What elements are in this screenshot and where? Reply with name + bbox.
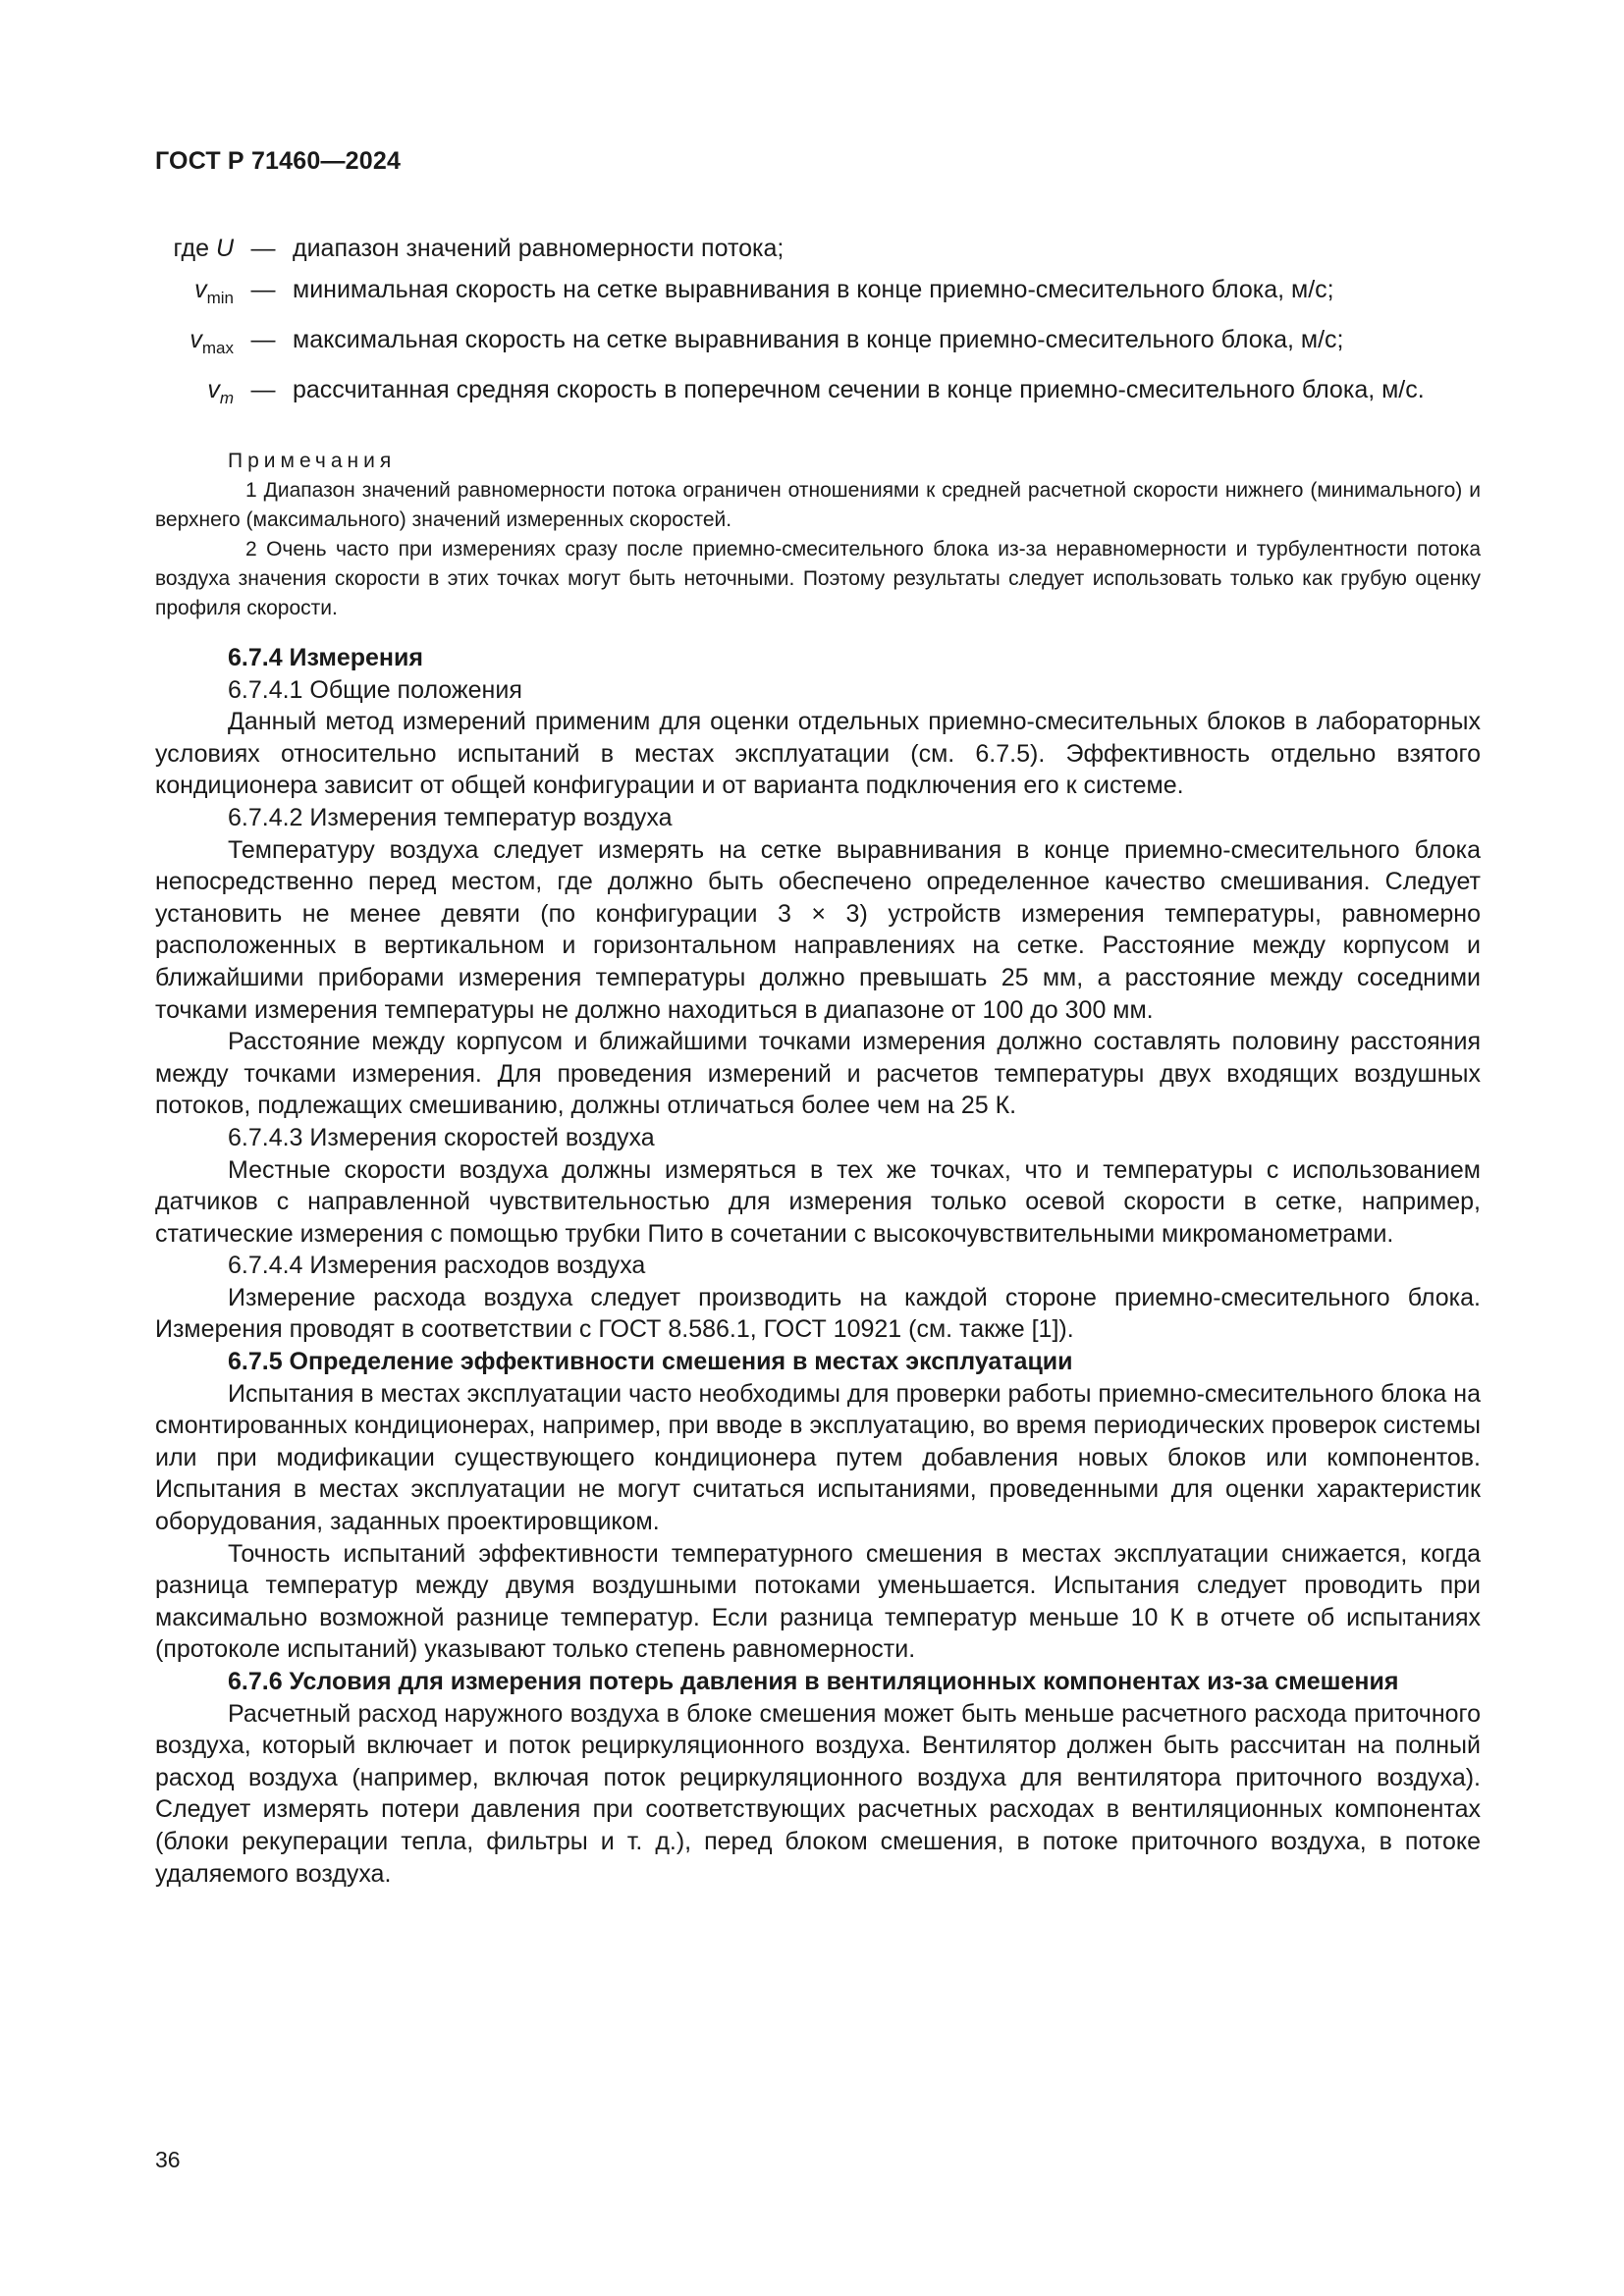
definition-symbol: [155, 324, 234, 364]
symbol-letter: v: [189, 326, 202, 353]
section-heading: 6.7.4 Измерения: [228, 644, 423, 671]
paragraph: Расстояние между корпусом и ближайшими точками измерения должно составлять половину расстояния между точками измерения. Для проведения измерений и расчетов температуры двух входящих воздушных потоков, подлежащих смешиванию, должны отличаться более чем на 25 К.: [155, 1028, 1481, 1120]
subsection-heading: 6.7.4.3 Измерения скоростей воздуха: [228, 1123, 655, 1151]
subsection-heading: 6.7.4.4 Измерения расходов воздуха: [228, 1252, 646, 1280]
subsection-heading: 6.7.4.1 Общие положения: [228, 675, 522, 704]
definition-dash: —: [250, 376, 276, 403]
section-heading: 6.7.5 Определение эффективности смешения в местах эксплуатации: [228, 1348, 1073, 1376]
subsection-heading: 6.7.4.2 Измерения температур воздуха: [228, 803, 673, 831]
page-header: ГОСТ Р 71460—2024: [155, 147, 402, 175]
paragraph: Измерение расхода воздуха следует производить на каждой стороне приемно-смесительного блока. Измерения проводят в соответствии с ГОСТ 8.586.1, ГОСТ 10921 (см. также [1]).: [155, 1283, 1481, 1344]
definition-text: рассчитанная средняя скорость в поперечном сечении в конце приемно-смесительного блока, м/с.: [293, 376, 1425, 403]
definition-row: [155, 324, 1481, 364]
note-item: 2 Очень часто при измерениях сразу после приемно-смесительного блока из-за неравномерности и турбулентности потока воздуха значения скорости в этих точках могут быть неточными. Поэтому результаты следует использовать только как грубую оценку профиля скорости.: [155, 538, 1481, 619]
definition-dash: —: [250, 326, 276, 353]
paragraph: Температуру воздуха следует измерять на сетке выравнивания в конце приемно-смесительного блока непосредственно перед местом, где должно быть обеспечено определенное качество смешивания. Следует установить не менее девяти (по конфигурации 3 × 3) устройств измерения температуры, равномерно расположенных в вертикальном и горизонтальном направлениях на сетке. Расстояние между корпусом и ближайшими приборами измерения температуры должно превышать 25 мм, а расстояние между соседними точками измерения температуры не должно находиться в диапазоне от 100 до 300 мм.: [155, 835, 1481, 1024]
symbol-subscript: min: [206, 289, 234, 307]
definition-dash: —: [250, 276, 276, 303]
definition-symbol: [155, 274, 234, 314]
notes-title: Примечания: [228, 450, 397, 472]
symbol-letter: v: [194, 276, 207, 303]
note-item: 1 Диапазон значений равномерности потока ограничен отношениями к средней расчетной скорости нижнего (минимального) и верхнего (максимального) значений измеренных скоростей.: [155, 479, 1481, 531]
definitions-list: [155, 233, 1481, 424]
symbol-subscript: max: [201, 339, 234, 357]
symbol-letter: U: [215, 235, 234, 262]
section-heading: 6.7.6 Условия для измерения потерь давления в вентиляционных компонентах из-за смешения: [228, 1668, 1399, 1695]
body-text: [155, 642, 1481, 1890]
definition-row: [155, 274, 1481, 314]
definition-dash: —: [250, 235, 276, 262]
symbol-letter: v: [207, 376, 220, 403]
paragraph: Точность испытаний эффективности температурного смешения в местах эксплуатации снижается, когда разница температур между двумя воздушными потоками уменьшается. Испытания следует проводить при максимально возможной разнице температур. Если разница температур меньше 10 К в отчете об испытаниях (протоколе испытаний) указывают только степень равномерности.: [155, 1539, 1481, 1664]
paragraph: Местные скорости воздуха должны измеряться в тех же точках, что и температуры с использованием датчиков с направленной чувствительностью для измерения только осевой скорости в сетке, например, статические измерения с помощью трубки Пито в сочетании с высокочувствительными микроманометрами.: [155, 1155, 1481, 1248]
definition-text: минимальная скорость на сетке выравнивания в конце приемно-смесительного блока, м/с;: [293, 276, 1334, 303]
notes-block: [155, 447, 1481, 623]
page-number: 36: [155, 2147, 181, 2172]
definition-prefix: где: [173, 235, 216, 262]
definition-text: максимальная скорость на сетке выравнивания в конце приемно-смесительного блока, м/с;: [293, 326, 1344, 353]
definition-symbol: [155, 374, 234, 414]
paragraph: Расчетный расход наружного воздуха в блоке смешения может быть меньше расчетного расхода приточного воздуха, который включает и поток рециркуляционного воздуха. Вентилятор должен быть рассчитан на полный расход воздуха (например, включая поток рециркуляционного воздуха для вентилятора приточного воздуха). Следует измерять потери давления при соответствующих расчетных расходах в вентиляционных компонентах (блоки рекуперации тепла, фильтры и т. д.), перед блоком смешения, в потоке приточного воздуха, в потоке удаляемого воздуха.: [155, 1699, 1481, 1888]
definition-row: [155, 374, 1481, 414]
definition-text: диапазон значений равномерности потока;: [293, 235, 785, 262]
definition-row: [155, 233, 1481, 264]
paragraph: Испытания в местах эксплуатации часто необходимы для проверки работы приемно-смесительного блока на смонтированных кондиционерах, например, при вводе в эксплуатацию, во время периодических проверок системы или при модификации существующего кондиционера путем добавления новых блоков или компонентов. Испытания в местах эксплуатации не могут считаться испытаниями, проведенными для оценки характеристик оборудования, заданных проектировщиком.: [155, 1379, 1481, 1536]
symbol-subscript: m: [219, 389, 234, 407]
paragraph: Данный метод измерений применим для оценки отдельных приемно-смесительных блоков в лабораторных условиях относительно испытаний в местах эксплуатации (см. 6.7.5). Эффективность отдельно взятого кондиционера зависит от общей конфигурации и от варианта подключения его к системе.: [155, 708, 1481, 800]
definition-symbol: [155, 233, 234, 264]
